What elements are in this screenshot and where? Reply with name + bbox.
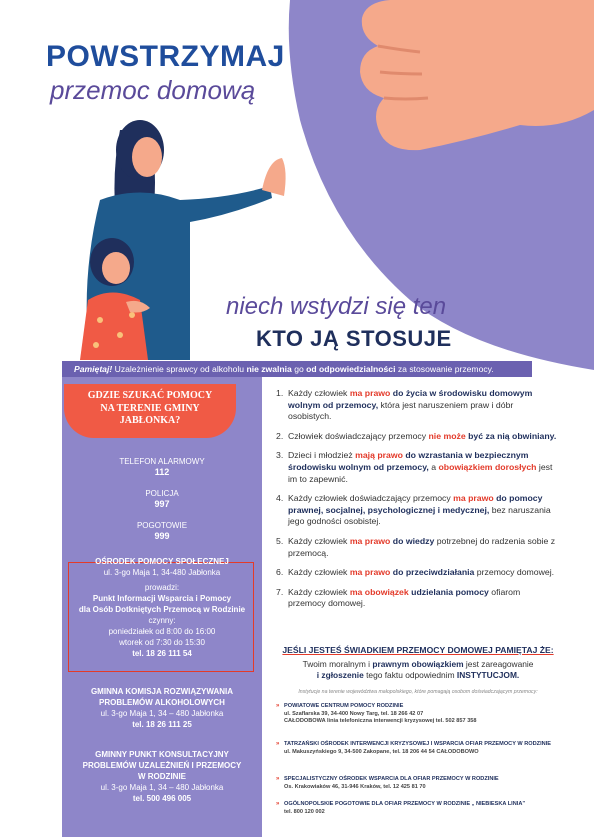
rights-item: 6. Każdy człowiek ma prawo do przeciwdziałania przemocy domowej. — [276, 567, 555, 578]
slogan-line-1: niech wstydzi się ten — [226, 293, 447, 320]
rights-item: 3. Dzieci i młodzież mają prawo do wzrastania w bezpiecznym środowisku wolnym od przemocy, a obowiązkiem dorosłych jest im to zapewnić. — [276, 450, 553, 484]
komisja-block: GMINNA KOMISJA ROZWIĄZYWANIA PROBLEMÓW ALKOHOLOWYCH ul. 3-go Maja 1, 34 – 480 Jabłonka tel. 18 26 111 25 — [90, 687, 234, 729]
witness-text: Twoim moralnym i prawnym obowiązkiem jest zareagowanie i zgłoszenie tego faktu odpowiednim INSTYTUCJOM. — [302, 659, 534, 680]
page-title: POWSTRZYMAJ — [46, 40, 285, 73]
rights-item: 5. Każdy człowiek ma prawo do wiedzy potrzebnej do radzenia sobie z przemocą. — [276, 535, 556, 558]
rights-item: 1. Każdy człowiek ma prawo do życia w środowisku domowym wolnym od przemocy, która jest naruszeniem praw i dóbr osobistych. — [276, 388, 533, 422]
arrow-icon: » — [276, 776, 280, 782]
phone-ambulance: POGOTOWIE 999 — [136, 521, 188, 541]
institution-item: » OGÓLNOPOLSKIE POGOTOWIE DLA OFIAR PRZEMOCY W RODZINIE „ NIEBIESKA LINIA” tel. 800 120 002 — [276, 801, 526, 815]
institution-item: » TATRZAŃSKI OŚRODEK INTERWENCJI KRYZYSOWEJ I WSPARCIA OFIAR PRZEMOCY W RODZINIE ul. Makuszyńskiego 9, 34-500 Zakopane, tel. 18 206 44 54 CAŁODOBOWO — [276, 741, 551, 755]
ops-block: OŚRODEK POMOCY SPOŁECZNEJ ul. 3-go Maja 1, 34-480 Jabłonka prowadzi: Punkt Informacji Wsparcia i Pomocy dla Osób Dotkniętych Przemocą w Rodzinie czynny: poniedziałek od 8:00 do 16:00 wtorek od 7:30 do 15:30 tel. 18 26 111 54 — [78, 557, 246, 658]
banner-prefix: Pamiętaj! — [74, 364, 113, 374]
arrow-icon: » — [276, 741, 280, 747]
arrow-icon: » — [276, 703, 280, 709]
institution-item: » POWIATOWE CENTRUM POMOCY RODZINIE ul. Szaflarska 39, 34-400 Nowy Targ, tel. 18 266 42 07 CAŁODOBOWA linia telefoniczna interwencji kryzysowej tel. 502 857 358 — [276, 703, 477, 725]
rights-item: 4. Każdy człowiek doświadczający przemocy ma prawo do pomocy prawnej, socjalnej, psychologicznej i medycznej, bez naruszania jego godności osobistej. — [276, 493, 551, 527]
rights-list — [276, 388, 558, 618]
arrow-icon: » — [276, 801, 280, 807]
punkt-block: GMINNY PUNKT KONSULTACYJNY PROBLEMÓW UZALEŻNIEŃ I PRZEMOCY W RODZINIE ul. 3-go Maja 1, 34 – 480 Jabłonka tel. 500 496 005 — [82, 750, 242, 803]
phone-emergency: TELEFON ALARMOWY 112 — [119, 457, 205, 477]
rights-item: 7. Każdy człowiek ma obowiązek udzielania pomocy ofiarom przemocy domowej. — [276, 586, 521, 609]
remember-banner: Pamiętaj! Uzależnienie sprawcy od alkoholu nie zwalnia go od odpowiedzialności za stosowanie przemocy. — [62, 361, 532, 377]
slogan-line-2: KTO JĄ STOSUJE — [256, 326, 452, 351]
witness-heading: JEŚLI JESTEŚ ŚWIADKIEM PRZEMOCY DOMOWEJ PAMIĘTAJ ŻE: — [282, 645, 554, 655]
institutions-note: Instytucje na terenie województwa małopolskiego, które pomagają osobom doświadczającym przemocy: — [298, 689, 538, 695]
where-help-bubble: GDZIE SZUKAĆ POMOCY NA TERENIE GMINY JABŁONKA? — [64, 384, 236, 438]
institution-item: » SPECJALISTYCZNY OŚRODEK WSPARCIA DLA OFIAR PRZEMOCY W RODZINIE Os. Krakowiaków 46, 31-946 Kraków, tel. 12 425 81 70 — [276, 776, 499, 790]
phone-police: POLICJA 997 — [145, 489, 179, 509]
page-subtitle: przemoc domową — [50, 75, 256, 105]
rights-item: 2. Człowiek doświadczający przemocy nie może być za nią obwiniany. — [276, 430, 557, 441]
